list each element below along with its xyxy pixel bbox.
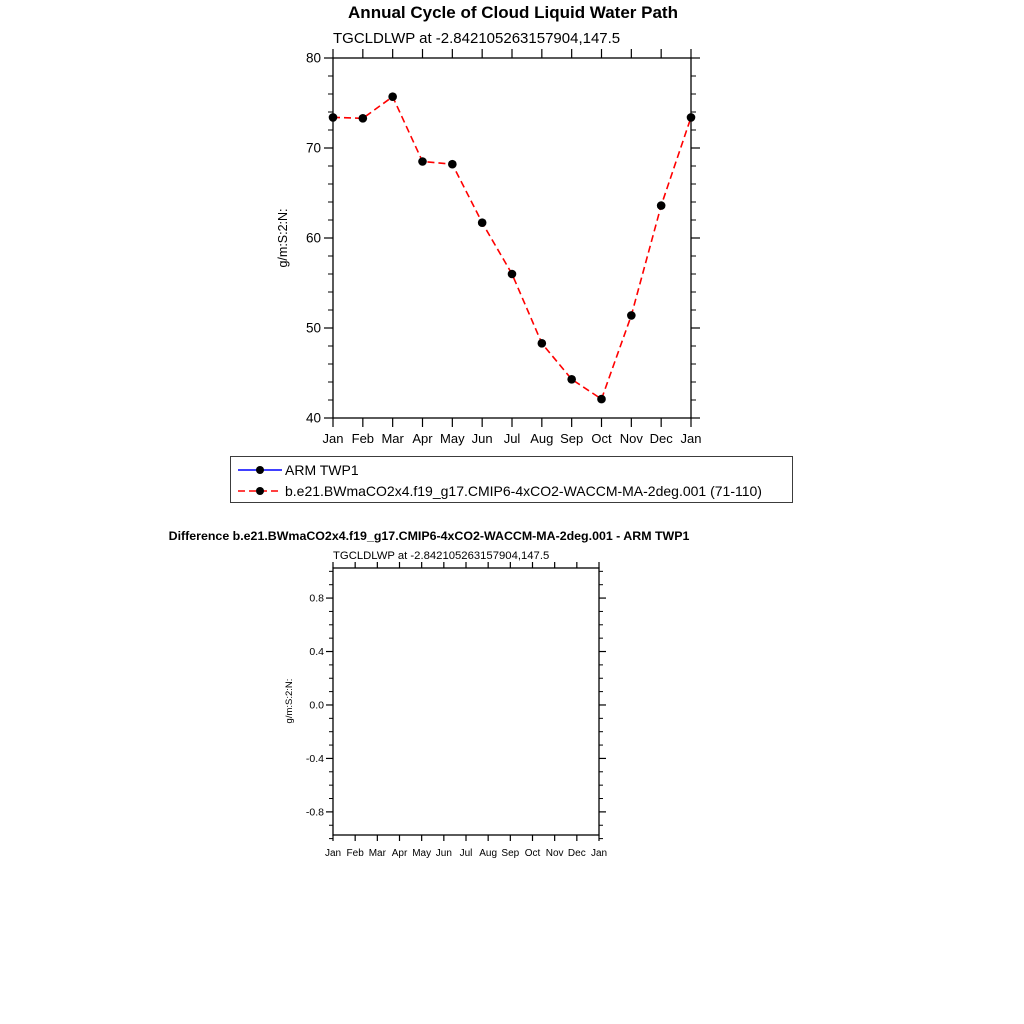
top-chart-y-tick-label: 80 [305,50,321,66]
top-chart-data-point [597,395,606,404]
top-chart-x-tick-label: Jul [503,431,521,446]
top-chart-data-point [478,218,487,227]
bottom-chart-x-tick-label: Jan [590,848,608,859]
top-chart-y-tick-label: 40 [305,410,321,426]
top-chart [276,49,701,446]
legend-item-label: b.e21.BWmaCO2x4.f19_g17.CMIP6-4xCO2-WACCM-MA-2deg.001 (71-110) [285,482,762,499]
bottom-chart-title: Difference b.e21.BWmaCO2x4.f19_g17.CMIP6-4xCO2-WACCM-MA-2deg.001 - ARM TWP1 [168,529,690,543]
bottom-chart-y-tick-label: 0.4 [309,646,324,659]
legend-item-label: ARM TWP1 [285,461,359,478]
top-chart-data-point [657,201,666,210]
top-chart-x-tick-label: Sep [560,431,584,446]
top-chart-x-tick-label: Jan [322,431,344,446]
top-chart-data-point [627,311,636,320]
legend-item [237,459,792,480]
bottom-chart-x-tick-label: Apr [391,848,408,859]
top-chart-data-point [388,92,397,101]
bottom-chart-x-tick-label: Feb [346,848,364,859]
top-chart-title: Annual Cycle of Cloud Liquid Water Path [348,3,678,22]
top-chart-x-tick-label: May [440,431,465,446]
bottom-chart-x-tick-label: Oct [524,848,541,859]
bottom-chart-frame [333,568,599,835]
top-chart-x-tick-label: Nov [619,431,643,446]
bottom-chart-y-tick-label: 0.0 [309,699,324,712]
bottom-chart-x-tick-label: Sep [501,848,520,859]
top-chart-data-point [567,375,576,384]
top-chart-x-tick-label: Oct [591,431,612,446]
top-chart-x-tick-label: Apr [412,431,433,446]
legend-sample-line [237,483,283,499]
legend-box [230,456,793,503]
bottom-chart-x-tick-label: May [412,848,432,859]
bottom-chart-x-tick-label: Jul [459,848,473,859]
top-chart-frame [333,58,691,418]
bottom-chart [284,562,607,859]
top-chart-x-tick-label: Feb [351,431,375,446]
top-chart-x-tick-label: Aug [530,431,554,446]
top-chart-x-tick-label: Jan [680,431,702,446]
bottom-chart-x-tick-label: Jun [435,848,452,859]
top-chart-series-line [333,97,691,399]
legend-sample-line [237,462,283,478]
top-chart-y-axis-label: g/m:S:2:N: [276,208,290,268]
legend-sample-marker [256,487,264,495]
top-chart-data-point [448,160,457,169]
top-chart-x-tick-label: Dec [649,431,673,446]
top-chart-data-point [687,113,696,122]
legend-item [237,480,792,501]
bottom-chart-x-tick-label: Dec [567,848,586,859]
top-chart-y-tick-label: 70 [305,140,321,156]
top-chart-data-point [359,114,368,123]
legend-sample-marker [256,466,264,474]
top-chart-data-point [418,157,427,166]
top-chart-x-tick-label: Mar [381,431,404,446]
top-chart-data-point [508,270,517,279]
bottom-chart-y-tick-label: -0.4 [305,753,324,766]
bottom-chart-x-tick-label: Jan [324,848,342,859]
bottom-chart-y-axis-label: g/m:S:2:N: [284,678,295,724]
top-chart-subtitle: TGCLDLWP at -2.842105263157904,147.5 [333,30,621,47]
top-chart-data-point [538,339,547,348]
top-chart-y-tick-label: 60 [305,230,321,246]
top-chart-data-point [329,113,338,122]
bottom-chart-y-tick-label: -0.8 [305,806,324,819]
bottom-chart-subtitle: TGCLDLWP at -2.842105263157904,147.5 [333,550,550,562]
top-chart-x-tick-label: Jun [471,431,493,446]
bottom-chart-y-tick-label: 0.8 [309,592,324,605]
bottom-chart-x-tick-label: Nov [545,848,564,859]
bottom-chart-x-tick-label: Aug [479,848,498,859]
bottom-chart-x-tick-label: Mar [368,848,386,859]
top-chart-y-tick-label: 50 [305,320,321,336]
